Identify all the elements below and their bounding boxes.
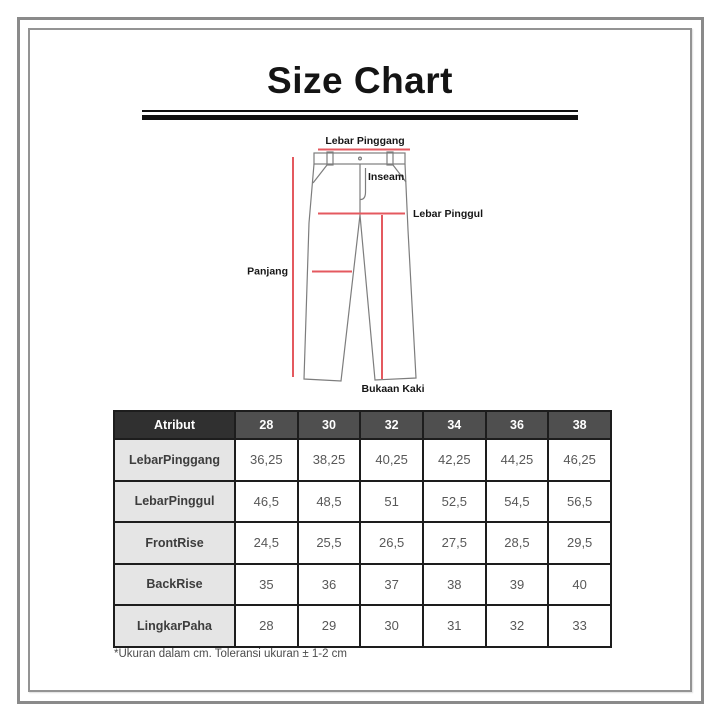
row-label: LingkarPaha bbox=[114, 605, 235, 647]
belt-loop-left bbox=[327, 152, 333, 165]
hip-label: Lebar Pinggul bbox=[413, 208, 484, 220]
divider-thin-line bbox=[142, 110, 578, 112]
page-title: Size Chart bbox=[267, 60, 453, 101]
waist-label: Lebar Pinggang bbox=[325, 135, 405, 147]
cell-value: 42,25 bbox=[423, 439, 486, 481]
cell-value: 33 bbox=[548, 605, 611, 647]
cell-value: 40,25 bbox=[360, 439, 423, 481]
cell-value: 44,25 bbox=[486, 439, 549, 481]
fly-stitch bbox=[361, 168, 366, 200]
table-row bbox=[114, 481, 611, 523]
cell-value: 36,25 bbox=[235, 439, 298, 481]
table-header-row bbox=[114, 411, 611, 439]
cell-value: 40 bbox=[548, 564, 611, 606]
cell-value: 29 bbox=[298, 605, 361, 647]
cell-value: 25,5 bbox=[298, 522, 361, 564]
table-header-size-38: 38 bbox=[548, 411, 611, 439]
table-header-size-32: 32 bbox=[360, 411, 423, 439]
belt-loop-right bbox=[387, 152, 393, 165]
cell-value: 27,5 bbox=[423, 522, 486, 564]
cell-value: 28 bbox=[235, 605, 298, 647]
cell-value: 29,5 bbox=[548, 522, 611, 564]
row-label: LebarPinggang bbox=[114, 439, 235, 481]
table-row bbox=[114, 522, 611, 564]
pants-outline bbox=[304, 152, 416, 381]
waist-button bbox=[359, 157, 362, 160]
cell-value: 39 bbox=[486, 564, 549, 606]
table-row bbox=[114, 439, 611, 481]
row-label: BackRise bbox=[114, 564, 235, 606]
cell-value: 36 bbox=[298, 564, 361, 606]
table-row bbox=[114, 564, 611, 606]
cell-value: 46,25 bbox=[548, 439, 611, 481]
cell-value: 31 bbox=[423, 605, 486, 647]
cell-value: 28,5 bbox=[486, 522, 549, 564]
length-label: Panjang bbox=[247, 265, 288, 278]
cell-value: 38 bbox=[423, 564, 486, 606]
table-header-size-34: 34 bbox=[423, 411, 486, 439]
right-leg bbox=[360, 164, 416, 380]
cell-value: 24,5 bbox=[235, 522, 298, 564]
cell-value: 52,5 bbox=[423, 481, 486, 523]
cell-value: 48,5 bbox=[298, 481, 361, 523]
cell-value: 30 bbox=[360, 605, 423, 647]
title-divider bbox=[142, 110, 578, 120]
cell-value: 54,5 bbox=[486, 481, 549, 523]
table-header-size-28: 28 bbox=[235, 411, 298, 439]
table-header-size-36: 36 bbox=[486, 411, 549, 439]
table-header-size-30: 30 bbox=[298, 411, 361, 439]
measurement-lines bbox=[293, 150, 410, 380]
cell-value: 38,25 bbox=[298, 439, 361, 481]
cell-value: 32 bbox=[486, 605, 549, 647]
cell-value: 51 bbox=[360, 481, 423, 523]
cell-value: 56,5 bbox=[548, 481, 611, 523]
cell-value: 37 bbox=[360, 564, 423, 606]
cell-value: 35 bbox=[235, 564, 298, 606]
size-table bbox=[113, 410, 612, 648]
divider-thick-line bbox=[142, 115, 578, 120]
table-row bbox=[114, 605, 611, 647]
cell-value: 46,5 bbox=[235, 481, 298, 523]
cell-value: 26,5 bbox=[360, 522, 423, 564]
left-pocket bbox=[313, 165, 327, 183]
inseam-label: Inseam bbox=[368, 171, 405, 183]
table-header-atribut: Atribut bbox=[114, 411, 235, 439]
leg-opening-label: Bukaan Kaki bbox=[361, 383, 425, 395]
row-label: FrontRise bbox=[114, 522, 235, 564]
row-label: LebarPinggul bbox=[114, 481, 235, 523]
pants-measurement-diagram bbox=[230, 128, 490, 400]
size-note: *Ukuran dalam cm. Toleransi ukuran ± 1-2 cm bbox=[114, 648, 347, 660]
